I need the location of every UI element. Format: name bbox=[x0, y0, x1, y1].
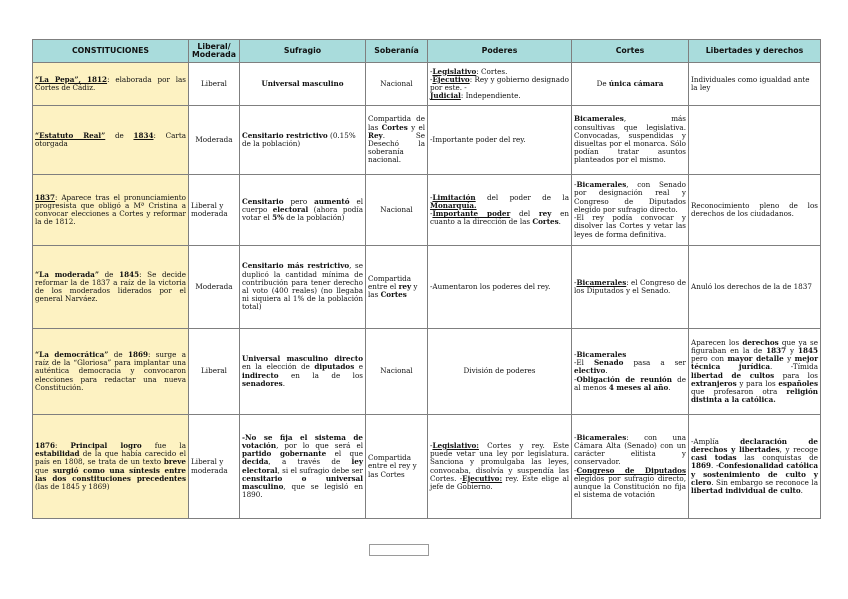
text-run: 1837 bbox=[35, 192, 56, 202]
text-run: , a través de bbox=[268, 457, 352, 467]
cell-poderes bbox=[428, 106, 572, 175]
text-run: - bbox=[430, 66, 433, 76]
text-run: que bbox=[35, 465, 53, 475]
text-run: De bbox=[596, 78, 609, 88]
text-run: 1876 bbox=[35, 440, 56, 450]
cell-cortes bbox=[572, 415, 689, 519]
text-run: aumentó bbox=[314, 196, 350, 206]
cell-libertades bbox=[689, 246, 821, 329]
text-run: y para los bbox=[736, 378, 779, 388]
table-header-row bbox=[33, 40, 821, 63]
text-run: decida bbox=[242, 457, 269, 467]
text-run: senadores bbox=[242, 378, 283, 388]
text-run: y el bbox=[407, 122, 425, 132]
text-run: que ya se figuraban en la de bbox=[691, 337, 818, 355]
text-run: 1845 bbox=[119, 269, 140, 279]
text-run: - bbox=[430, 209, 433, 218]
cell-tendencia: Liberal y moderada bbox=[189, 175, 240, 246]
text-run: religión distinta a la católica. bbox=[691, 386, 818, 405]
text-run: las conquistas de bbox=[736, 453, 818, 463]
text-run: 5% bbox=[272, 213, 284, 223]
text-run: . -Tímida bbox=[770, 362, 818, 372]
text-run: de bbox=[108, 349, 128, 359]
table-row bbox=[33, 175, 821, 246]
cell-cortes bbox=[572, 246, 689, 329]
text-run: Compartida entre el bbox=[368, 273, 412, 291]
text-run: el que bbox=[326, 449, 363, 459]
text-run: Bicamerales bbox=[576, 180, 627, 190]
cell-soberania: Nacional bbox=[366, 63, 428, 106]
text-run: e bbox=[354, 362, 363, 372]
cell-tendencia: Moderada bbox=[189, 106, 240, 175]
text-run: Individuales como igualdad ante la ley bbox=[691, 74, 810, 92]
text-run: Congreso de Diputados bbox=[576, 465, 686, 475]
text-run: - bbox=[574, 349, 577, 359]
text-run: - bbox=[574, 432, 577, 442]
header-libertades: Libertades y derechos bbox=[689, 40, 821, 63]
text-run: Confesionalidad católica y sostenimiento de culto y clero bbox=[691, 461, 818, 487]
text-run: Importante poder bbox=[432, 209, 511, 218]
text-run: 1845 bbox=[797, 345, 818, 355]
text-run: partido gobernante bbox=[242, 449, 327, 459]
text-run: Universal masculino directo bbox=[242, 354, 363, 364]
text-run: libertad individual de culto bbox=[691, 486, 801, 495]
cell-constitucion bbox=[33, 415, 189, 519]
text-run: surgió como una síntesis entre las dos constituciones precedentes bbox=[35, 465, 186, 483]
text-run: declaración de derechos y libertades bbox=[691, 436, 818, 454]
text-run: elegidos por sufragio directo, aunque la Constitución no fija el sistema de votación bbox=[574, 473, 686, 500]
cell-soberania: Nacional bbox=[366, 329, 428, 415]
text-run: -Amplía bbox=[691, 436, 741, 446]
text-run: el cuerpo bbox=[242, 196, 363, 214]
cell-soberania bbox=[366, 246, 428, 329]
text-run: “La moderada” bbox=[35, 269, 99, 279]
header-constituciones: CONSTITUCIONES bbox=[33, 40, 189, 63]
text-run: Limitación bbox=[432, 192, 476, 202]
text-run: : surge a raíz de la “Gloriosa” para implantar una auténtica democracia y convocaron elecciones para redactar una nueva Constitución. bbox=[35, 349, 186, 392]
text-run: Legislativo: bbox=[432, 440, 479, 450]
text-run: del poder de la bbox=[475, 192, 569, 202]
cell-constitucion bbox=[33, 329, 189, 415]
text-run: breve bbox=[163, 457, 186, 467]
text-run: y bbox=[786, 345, 798, 355]
text-run: pero bbox=[283, 196, 315, 206]
text-run: Censitario más restrictivo bbox=[242, 261, 350, 271]
text-run: -Aumentaron los poderes del rey. bbox=[430, 281, 551, 291]
text-run: - bbox=[574, 374, 577, 384]
text-run: mayor detalle bbox=[727, 354, 784, 364]
text-run: Legislativo bbox=[432, 66, 477, 76]
text-run: pero con bbox=[691, 354, 728, 364]
header-tendencia: Liberal/ Moderada bbox=[189, 40, 240, 63]
text-run: Ejecutivo bbox=[432, 74, 470, 84]
text-run: Bicamerales bbox=[576, 432, 627, 442]
text-run: - bbox=[430, 74, 433, 84]
text-run: 1869 bbox=[691, 461, 712, 471]
text-run: - bbox=[574, 465, 577, 475]
text-run: indirecto bbox=[242, 370, 279, 380]
text-run: Ejecutivo: bbox=[462, 473, 503, 483]
text-run: y las bbox=[368, 281, 418, 300]
text-run: : Independiente. bbox=[460, 91, 521, 101]
cell-sufragio bbox=[240, 329, 366, 415]
text-run: Senado bbox=[593, 358, 624, 368]
text-run: Judicial bbox=[430, 91, 461, 101]
text-run: : Se decide reformar la de 1837 a raíz de la victoria de los moderados liderados por el general Narváez. bbox=[35, 269, 186, 304]
text-run: 1869 bbox=[127, 349, 148, 359]
text-run: diputados bbox=[314, 362, 355, 372]
text-run: del bbox=[510, 209, 539, 218]
text-run: Bicamerales bbox=[574, 114, 624, 124]
text-run: Cortes bbox=[532, 217, 559, 227]
text-run: . - bbox=[711, 461, 719, 471]
text-run: “La Pepa”, 1812 bbox=[35, 74, 108, 84]
cell-constitucion bbox=[33, 246, 189, 329]
text-run: - bbox=[430, 440, 433, 450]
text-run: en cuanto a la dirección de las bbox=[430, 209, 569, 227]
text-run: que profesaron otra bbox=[691, 386, 787, 396]
text-run: . Sin embargo se reconoce la bbox=[711, 477, 818, 487]
cell-poderes: División de poderes bbox=[428, 329, 572, 415]
text-run: , por lo que será el bbox=[276, 440, 363, 450]
text-run: . Se Desechó la soberanía nacional. bbox=[368, 130, 425, 165]
text-run: , que se legisló en 1890. bbox=[242, 481, 363, 500]
text-run: : Aparece tras el pronunciamiento progresista que obligó a Mª Cristina a convocar elecciones a Cortes y reformar la de 1812. bbox=[35, 192, 186, 227]
cell-libertades bbox=[689, 329, 821, 415]
text-run: . bbox=[800, 486, 803, 495]
text-run: única cámara bbox=[608, 78, 664, 88]
page-number-box bbox=[369, 544, 429, 556]
cell-libertades bbox=[689, 106, 821, 175]
text-run: libertad de cultos bbox=[691, 370, 775, 380]
text-run: Bicamerales bbox=[576, 277, 627, 287]
cell-soberania bbox=[366, 106, 428, 175]
text-run: Obligación de reunión bbox=[576, 374, 672, 384]
table-row bbox=[33, 329, 821, 415]
cell-poderes bbox=[428, 63, 572, 106]
table-row bbox=[33, 106, 821, 175]
text-run: . bbox=[605, 366, 608, 376]
text-run: : elaborada por las Cortes de Cádiz. bbox=[35, 74, 186, 92]
text-run: - bbox=[430, 192, 433, 202]
text-run: de bbox=[98, 269, 120, 279]
text-run: extranjeros bbox=[691, 378, 737, 388]
cell-tendencia: Moderada bbox=[189, 246, 240, 329]
text-run: rey bbox=[538, 209, 552, 218]
text-run: de la que había carecido el país en 1808, se trata de un texto bbox=[35, 449, 186, 467]
cell-sufragio bbox=[240, 246, 366, 329]
header-cortes: Cortes bbox=[572, 40, 689, 63]
cell-soberania: Compartida entre el rey y las Cortes bbox=[366, 415, 428, 519]
text-run: para los bbox=[774, 370, 818, 380]
cell-libertades bbox=[689, 415, 821, 519]
text-run: (ahora podía votar el bbox=[242, 204, 363, 223]
text-run: electivo bbox=[574, 366, 606, 376]
cell-constitucion bbox=[33, 175, 189, 246]
cell-libertades bbox=[689, 63, 821, 106]
text-run: rey bbox=[398, 281, 412, 291]
text-run: de bbox=[105, 130, 134, 140]
text-run: 1837 bbox=[766, 345, 787, 355]
table-row bbox=[33, 246, 821, 329]
text-run: Universal masculino bbox=[261, 78, 344, 88]
text-run: y bbox=[783, 354, 795, 364]
text-run: (las de 1845 y 1869) bbox=[35, 481, 110, 491]
cell-libertades bbox=[689, 175, 821, 246]
cell-cortes bbox=[572, 106, 689, 175]
text-run: (0.15% de la población) bbox=[242, 130, 356, 148]
text-run: - bbox=[574, 277, 577, 287]
cell-sufragio bbox=[240, 175, 366, 246]
text-run: : con una Cámara Alta (Senado) con un carácter elitista y conservador. bbox=[574, 432, 686, 467]
constitutions-table bbox=[32, 39, 821, 519]
text-run: -No se fija el sistema de votación bbox=[242, 432, 363, 450]
text-run: Reconocimiento pleno de los derechos de los ciudadanos. bbox=[691, 200, 818, 218]
text-run: fue la bbox=[141, 440, 186, 450]
header-sufragio: Sufragio bbox=[240, 40, 366, 63]
text-run: Censitario restrictivo bbox=[242, 130, 328, 140]
text-run: de al menos bbox=[574, 374, 686, 392]
text-run: “La democrática” bbox=[35, 349, 109, 359]
text-run: -El rey podía convocar y disolver las Cortes y vetar las leyes de forma definitiva. bbox=[574, 213, 686, 239]
text-run: Anuló los derechos de la de 1837 bbox=[691, 281, 812, 291]
text-run: Cortes bbox=[381, 122, 408, 132]
text-run: : Rey y gobierno designado por este. - bbox=[430, 74, 569, 92]
table-row bbox=[33, 415, 821, 519]
cell-cortes bbox=[572, 63, 689, 106]
text-run: mejor técnica jurídica bbox=[691, 354, 818, 372]
cell-cortes bbox=[572, 329, 689, 415]
text-run: de la población) bbox=[283, 213, 345, 223]
cell-constitucion bbox=[33, 106, 189, 175]
text-run: . bbox=[558, 217, 561, 227]
text-run: Cortes bbox=[380, 290, 407, 300]
text-run: Compartida de las bbox=[368, 114, 425, 132]
text-run: “Estatuto Real” bbox=[35, 130, 106, 140]
text-run: : Carta otorgada bbox=[35, 130, 186, 148]
cell-tendencia: Liberal bbox=[189, 63, 240, 106]
text-run: pasa a ser bbox=[623, 358, 686, 368]
text-run: 4 meses al año bbox=[608, 382, 669, 392]
cell-constitucion bbox=[33, 63, 189, 106]
cell-poderes bbox=[428, 175, 572, 246]
text-run: censitario o universal masculino bbox=[242, 473, 363, 491]
text-run: Monarquía. bbox=[430, 200, 477, 210]
text-run: , con Senado por designación real y Congreso de Diputados elegido por sufragio directo. bbox=[574, 180, 686, 214]
header-poderes: Poderes bbox=[428, 40, 572, 63]
cell-tendencia: Liberal y moderada bbox=[189, 415, 240, 519]
cell-poderes bbox=[428, 415, 572, 519]
text-run: -El bbox=[574, 358, 594, 368]
cell-poderes bbox=[428, 246, 572, 329]
text-run: 1834 bbox=[133, 130, 154, 140]
text-run: electoral bbox=[272, 204, 309, 214]
text-run: . bbox=[668, 382, 671, 392]
cell-sufragio bbox=[240, 106, 366, 175]
header-soberania: Soberanía bbox=[366, 40, 428, 63]
text-run: Cortes y rey. Este puede vetar una ley por legislatura. Sanciona y promulgaba las leyes, convocaba, disolvía y suspendía las Cortes. - bbox=[430, 440, 569, 483]
text-run: Rey bbox=[368, 130, 383, 140]
table-row bbox=[33, 63, 821, 106]
text-run: , y recoge bbox=[779, 444, 818, 454]
text-run: - bbox=[574, 180, 577, 190]
text-run: Principal logro bbox=[70, 440, 142, 450]
text-run: Bicamerales bbox=[576, 349, 627, 359]
text-run: casi todas bbox=[691, 453, 737, 463]
cell-cortes bbox=[572, 175, 689, 246]
text-run: , si el sufragio debe ser bbox=[277, 465, 363, 475]
text-run: estabilidad bbox=[35, 449, 80, 459]
cell-tendencia: Liberal bbox=[189, 329, 240, 415]
cell-sufragio bbox=[240, 415, 366, 519]
text-run: : el Congreso de los Diputados y el Senado. bbox=[574, 277, 686, 295]
text-run: -Importante poder del rey. bbox=[430, 134, 526, 144]
text-run: en la elección de bbox=[242, 362, 315, 372]
text-run: : Cortes. bbox=[476, 66, 508, 76]
text-run: españoles bbox=[778, 378, 818, 388]
text-run: : bbox=[55, 440, 71, 450]
text-run: , más consultivas que legislativa. Convocadas, suspendidas y disueltas por el monarca. Sólo podían tratar asuntos planteados por el mismo. bbox=[574, 114, 686, 165]
text-run: , se duplicó la cantidad mínima de contribución para tener derecho al voto (400 reales) (no llegaba ni siquiera al 1% de la población total) bbox=[242, 261, 363, 312]
cell-soberania: Nacional bbox=[366, 175, 428, 246]
text-run: derechos bbox=[742, 337, 779, 347]
text-run: rey. Este elige al jefe de Gobierno. bbox=[430, 473, 569, 491]
text-run: Aparecen los bbox=[691, 337, 743, 347]
text-run: Censitario bbox=[242, 196, 284, 206]
cell-sufragio bbox=[240, 63, 366, 106]
text-run: en la de los bbox=[278, 370, 363, 380]
text-run: . bbox=[282, 378, 286, 388]
text-run: ley electoral bbox=[242, 457, 363, 475]
